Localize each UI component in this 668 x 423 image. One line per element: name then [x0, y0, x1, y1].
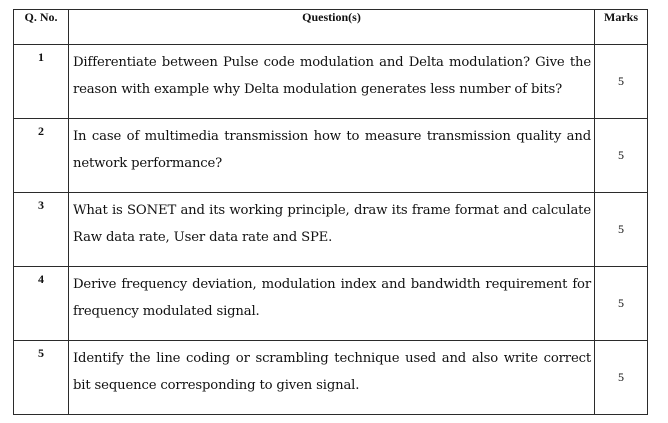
question-text: Differentiate between Pulse code modulation and Delta modulation? Give the reason with example why Delta modulation generates less number of bits?: [69, 45, 595, 119]
table-row: [14, 119, 648, 193]
question-table: [13, 9, 648, 415]
question-text: Identify the line coding or scrambling technique used and also write correct bit sequence corresponding to given signal.: [69, 341, 595, 415]
question-number: 1: [14, 45, 69, 119]
table-row: [14, 45, 648, 119]
table-header-row: [14, 10, 648, 45]
table-row: [14, 193, 648, 267]
question-marks: 5: [595, 193, 648, 267]
question-marks: 5: [595, 45, 648, 119]
header-marks: Marks: [595, 10, 648, 45]
question-marks: 5: [595, 267, 648, 341]
question-text: In case of multimedia transmission how to measure transmission quality and network performance?: [69, 119, 595, 193]
question-number: 3: [14, 193, 69, 267]
header-qno: Q. No.: [14, 10, 69, 45]
question-marks: 5: [595, 119, 648, 193]
table-row: [14, 341, 648, 415]
question-text: What is SONET and its working principle, draw its frame format and calculate Raw data rate, User data rate and SPE.: [69, 193, 595, 267]
question-number: 2: [14, 119, 69, 193]
header-question: Question(s): [69, 10, 595, 45]
question-number: 5: [14, 341, 69, 415]
question-number: 4: [14, 267, 69, 341]
question-text: Derive frequency deviation, modulation index and bandwidth requirement for frequency modulated signal.: [69, 267, 595, 341]
question-marks: 5: [595, 341, 648, 415]
table-row: [14, 267, 648, 341]
